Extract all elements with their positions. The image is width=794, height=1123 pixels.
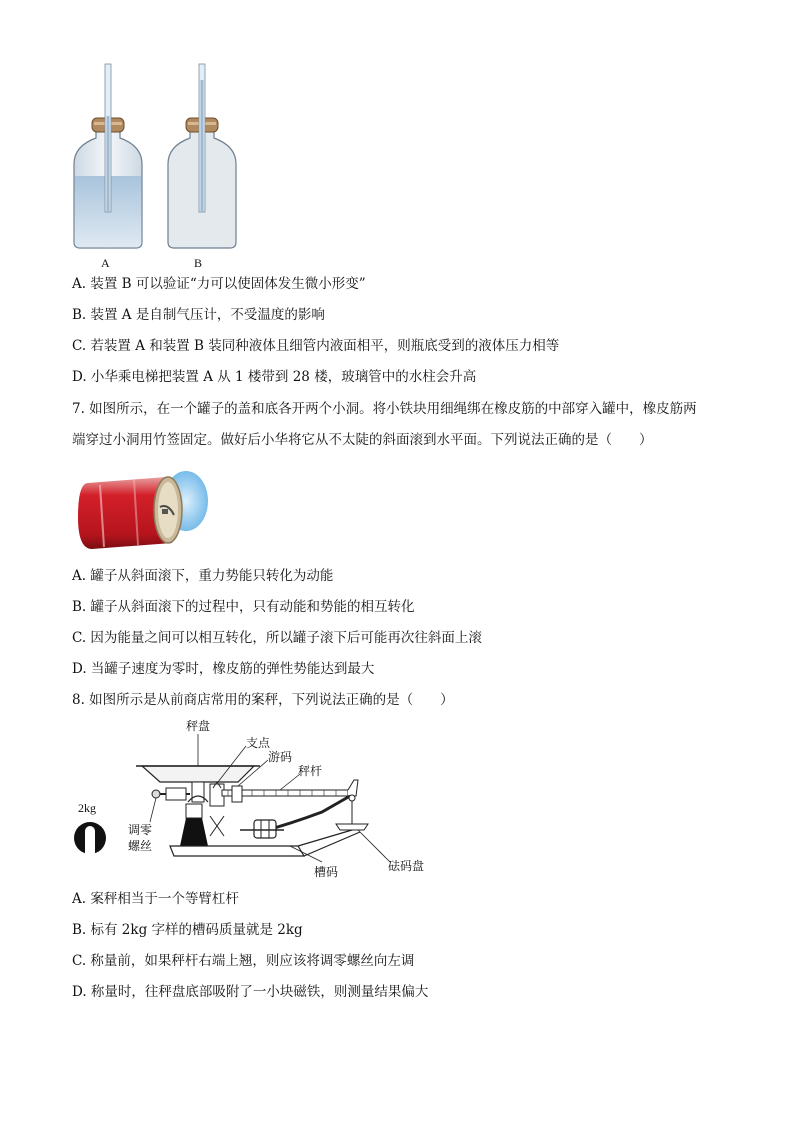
label-fulcrum: 支点 bbox=[246, 736, 271, 750]
label-rider: 游码 bbox=[268, 750, 293, 764]
q7-option-d: D. 当罐子速度为零时，橡皮筋的弹性势能达到最大 bbox=[72, 661, 375, 677]
scale-figure bbox=[70, 716, 450, 882]
label-b: B bbox=[194, 256, 203, 270]
bottles-figure bbox=[68, 60, 248, 272]
q8-option-d: D. 称量时，往秤盘底部吸附了一小块磁铁，则测量结果偏大 bbox=[72, 984, 429, 1000]
label-weight-pan: 砝码盘 bbox=[388, 859, 425, 873]
q7-stem-line2: 端穿过小洞用竹签固定。做好后小华将它从不太陡的斜面滚到水平面。下列说法正确的是（ ） bbox=[72, 432, 653, 448]
label-slot-weight: 槽码 bbox=[314, 865, 339, 879]
bottle-b bbox=[168, 64, 236, 248]
q8-option-c: C. 称量前，如果秤杆右端上翘，则应该将调零螺丝向左调 bbox=[72, 953, 415, 969]
label-beam: 秤杆 bbox=[298, 764, 323, 778]
q7-stem-line1: 7. 如图所示，在一个罐子的盖和底各开两个小洞。将小铁块用细绳绑在橡皮筋的中部穿入罐中，橡皮筋两 bbox=[72, 401, 697, 417]
q6-option-c: C. 若装置 A 和装置 B 装同种液体且细管内液面相平，则瓶底受到的液体压力相等 bbox=[72, 338, 560, 354]
label-a: A bbox=[101, 256, 110, 270]
label-adjust-1: 调零 bbox=[128, 823, 153, 837]
q7-option-c: C. 因为能量之间可以相互转化，所以罐子滚下后可能再次往斜面上滚 bbox=[72, 630, 482, 646]
q8-stem: 8. 如图所示是从前商店常用的案秤，下列说法正确的是（ ） bbox=[72, 692, 454, 708]
q8-option-b: B. 标有 2kg 字样的槽码质量就是 2kg bbox=[72, 922, 303, 938]
rolling-can-figure bbox=[74, 463, 214, 555]
q6-option-a: A. 装置 B 可以验证“力可以使固体发生微小形变” bbox=[72, 276, 366, 292]
slot-weight-icon bbox=[74, 822, 106, 854]
weight-mark-label: 2kg bbox=[78, 801, 96, 815]
q7-option-b: B. 罐子从斜面滚下的过程中，只有动能和势能的相互转化 bbox=[72, 599, 415, 615]
q6-option-d: D. 小华乘电梯把装置 A 从 1 楼带到 28 楼，玻璃管中的水柱会升高 bbox=[72, 369, 477, 385]
bottle-a bbox=[74, 64, 142, 248]
label-pan: 秤盘 bbox=[186, 719, 211, 733]
q8-option-a: A. 案秤相当于一个等臂杠杆 bbox=[72, 891, 239, 907]
q6-option-b: B. 装置 A 是自制气压计，不受温度的影响 bbox=[72, 307, 325, 323]
label-adjust-2: 螺丝 bbox=[128, 839, 153, 853]
q7-option-a: A. 罐子从斜面滚下，重力势能只转化为动能 bbox=[72, 568, 334, 584]
